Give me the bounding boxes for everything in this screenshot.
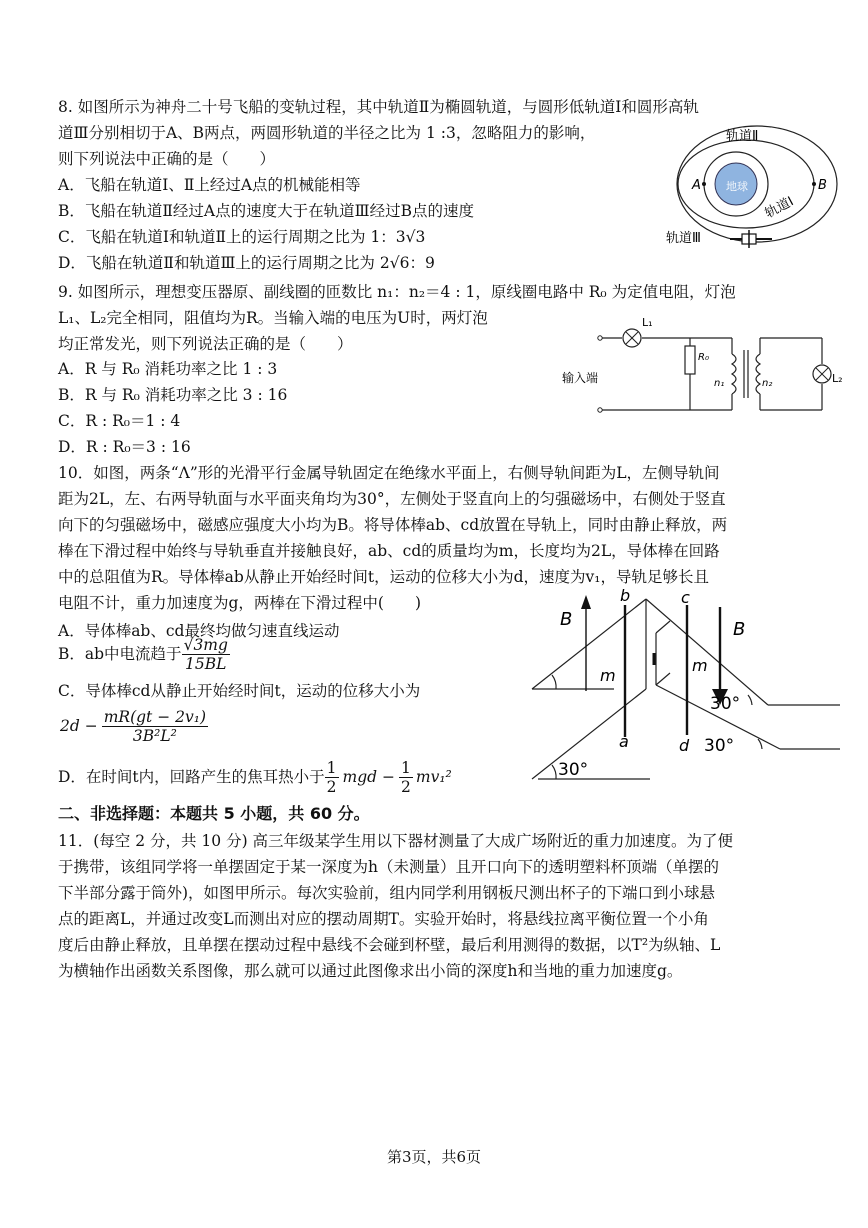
q10-option-c-denominator: 3B²L² [132, 726, 177, 745]
rod-d-label: d [679, 736, 690, 755]
q10-option-c-lead: 2d − [60, 717, 98, 735]
lamp2-label: L₂ [832, 372, 843, 385]
q10-option-d-f2-den: 2 [401, 777, 411, 796]
rod-b-label: b [620, 586, 631, 605]
input-terminal-bottom [598, 408, 602, 412]
spacecraft-icon [730, 230, 772, 248]
q10-rail-figure [530, 585, 850, 785]
page-number: 第3页，共6页 [386, 1148, 482, 1166]
mass-left-label: m [600, 666, 616, 685]
q10-option-d-mid: mgd − [342, 768, 396, 786]
q9-circuit-figure [560, 310, 843, 422]
q9-option-c: C．R : R₀＝1 : 4 [58, 412, 181, 430]
point-b-dot [812, 182, 816, 186]
point-b-label: B [818, 178, 827, 193]
section-2-heading: 二、非选择题：本题共 5 小题，共 60 分。 [58, 804, 370, 823]
q10-option-a: A．导体棒ab、cd最终均做匀速直线运动 [58, 622, 340, 640]
q8-option-a: A．飞船在轨道Ⅰ、Ⅱ上经过A点的机械能相等 [58, 176, 361, 194]
r0-label: R₀ [698, 352, 709, 363]
q10-stem-line-1: 10．如图，两条“Λ”形的光滑平行金属导轨固定在绝缘水平面上，右侧导轨间距为L，左侧导轨间 [58, 464, 720, 482]
q10-option-d-prefix: D．在时间t内，回路产生的焦耳热小于 [58, 768, 325, 786]
q10-option-c: C．导体棒cd从静止开始经时间t，运动的位移大小为 [58, 682, 421, 700]
orbit2-label: 轨道Ⅱ [726, 129, 759, 144]
q8-stem-line-1: 8. 如图所示为神舟二十号飞船的变轨过程，其中轨道Ⅱ为椭圆轨道，与圆形低轨道Ⅰ和圆形高轨 [58, 98, 699, 116]
q10-option-b-fraction [182, 636, 230, 673]
q10-option-b-denominator: 15BL [185, 654, 227, 673]
q8-stem-line-3: 则下列说法中正确的是（ ） [58, 150, 276, 168]
q10-option-d-tail: mv₁² [415, 768, 452, 786]
q8-option-c: C．飞船在轨道Ⅰ和轨道Ⅱ上的运行周期之比为 1：3√3 [58, 228, 426, 246]
n1-label: n₁ [714, 378, 725, 389]
angle-right-upper: 30° [710, 694, 741, 714]
input-terminal-top [598, 336, 602, 340]
b-left-label: B [560, 609, 573, 630]
q10-stem-line-6: 电阻不计，重力加速度为g，两棒在下滑过程中( ) [58, 594, 422, 612]
b-field-down-arrow [712, 607, 728, 705]
q10-option-d-fraction-2 [399, 759, 413, 796]
b-right-label: B [733, 619, 746, 640]
orbit3-label: 轨道Ⅲ [666, 231, 701, 246]
rod-a-label: a [619, 732, 629, 751]
q9-option-d: D．R : R₀＝3 : 16 [58, 438, 191, 456]
lamp-l1-icon [623, 329, 641, 347]
q9-stem-line-2: L₁、L₂完全相同，阻值均为R。当输入端的电压为U时，两灯泡 [58, 309, 488, 327]
q11-line-3: 下半部分露于筒外)，如图甲所示。每次实验前，组内同学利用钢板尺测出杯子的下端口到小球悬 [58, 884, 716, 902]
q10-option-c-expression [60, 703, 208, 749]
q10-stem-line-5: 中的总阻值为R。导体棒ab从静止开始经时间t，运动的位移大小为d，速度为v₁，导轨足够长且 [58, 568, 709, 586]
point-a-dot [702, 182, 706, 186]
point-a-label: A [692, 178, 701, 193]
q10-option-d-f2-num: 1 [401, 758, 411, 777]
angle-right-lower: 30° [704, 736, 735, 756]
q10-option-b-prefix: B．ab中电流趋于 [58, 645, 182, 663]
orbit1-label: 轨道Ⅰ [762, 194, 797, 222]
q11-line-1: 11．(每空 2 分，共 10 分) 高三年级某学生用以下器材测量了大成广场附近的重力加速度。为了便 [58, 832, 734, 850]
q10-option-d-f1-den: 2 [326, 777, 337, 796]
q10-stem-line-3: 向下的匀强磁场中，磁感应强度大小均为B。将导体棒ab、cd放置在导轨上，同时由静止释放，两 [58, 516, 728, 534]
input-label: 输入端 [562, 371, 599, 385]
q11-line-5: 度后由静止释放，且单摆在摆动过程中悬线不会碰到杯壁，最后利用测得的数据，以T²为纵轴、L [58, 936, 721, 954]
rod-c-label: c [681, 588, 690, 607]
q11-line-2: 于携带，该组同学将一单摆固定于某一深度为h（未测量）且开口向下的透明塑料杯顶端（单摆的 [58, 858, 719, 876]
q9-stem-line-3: 均正常发光，则下列说法正确的是（ ） [58, 335, 353, 353]
q10-stem-line-4: 棒在下滑过程中始终与导轨垂直并接触良好，ab、cd的质量均为m，长度均为2L，导体棒在回路 [58, 542, 720, 560]
q9-stem-line-1: 9. 如图所示，理想变压器原、副线圈的匝数比 n₁：n₂＝4 : 1，原线圈电路中 R₀ 为定值电阻，灯泡 [58, 283, 736, 301]
q10-option-b-numerator: √3mg [183, 635, 228, 654]
earth-label: 地球 [726, 180, 748, 193]
q9-option-a: A．R 与 R₀ 消耗功率之比 1 : 3 [58, 360, 278, 378]
lamp1-label: L₁ [642, 316, 653, 329]
q10-option-d-f1-num: 1 [326, 758, 337, 777]
angle-left-lower: 30° [558, 760, 589, 780]
resistor-r0-icon [685, 346, 695, 374]
q8-option-d: D．飞船在轨道Ⅱ和轨道Ⅲ上的运行周期之比为 2√6：9 [58, 254, 435, 272]
q8-orbit-figure [660, 122, 850, 272]
q8-option-b: B．飞船在轨道Ⅱ经过A点的速度大于在轨道Ⅲ经过B点的速度 [58, 202, 474, 220]
lamp-l2-icon [813, 365, 831, 383]
q8-stem-line-2: 道Ⅲ分别相切于A、B两点，两圆形轨道的半径之比为 1 :3，忽略阻力的影响， [58, 124, 596, 142]
q10-option-c-fraction [102, 708, 208, 745]
q10-option-b [58, 630, 230, 678]
mass-right-label: m [692, 656, 708, 675]
q11-line-6: 为横轴作出函数关系图像，那么就可以通过此图像求出小筒的深度h和当地的重力加速度g。 [58, 962, 683, 980]
q11-line-4: 点的距离L，并通过改变L而测出对应的摆动周期T。实验开始时，将悬线拉离平衡位置一个小角 [58, 910, 709, 928]
q10-option-c-numerator: mR(gt − 2v₁) [103, 707, 206, 726]
q9-option-b: B．R 与 R₀ 消耗功率之比 3 : 16 [58, 386, 288, 404]
n2-label: n₂ [762, 378, 773, 389]
q10-option-d [58, 754, 452, 800]
q10-option-d-fraction-1 [325, 759, 339, 796]
q10-stem-line-2: 距为2L，左、右两导轨面与水平面夹角均为30°，左侧处于竖直向上的匀强磁场中，右侧处于竖直 [58, 490, 726, 508]
